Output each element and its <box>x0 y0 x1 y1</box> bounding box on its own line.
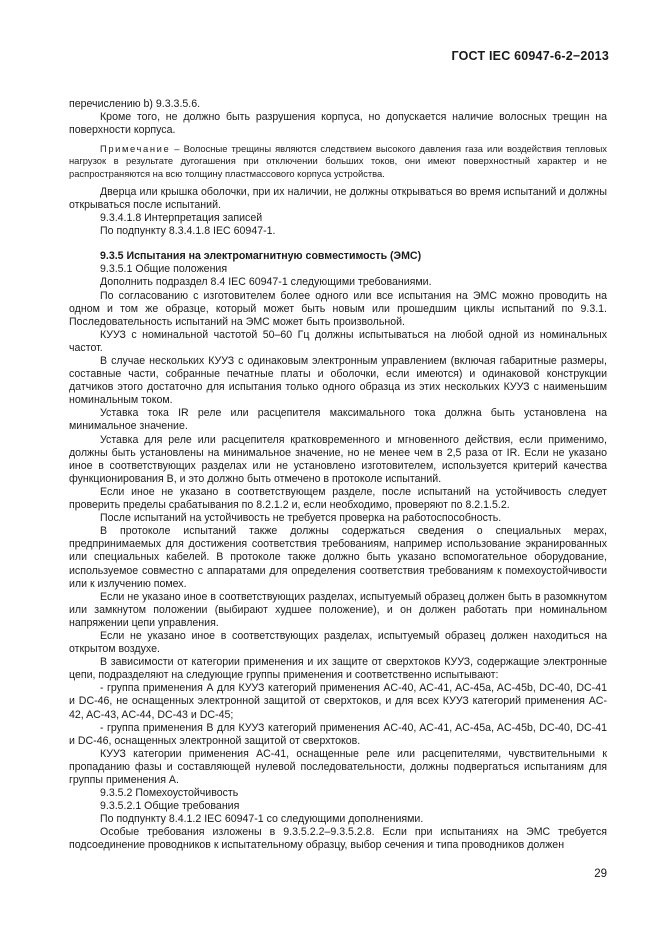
page-number: 29 <box>594 868 607 880</box>
paragraph: КУУЗ с номинальной частотой 50–60 Гц должны испытываться на любой одной из номинальных частот. <box>69 328 607 354</box>
paragraph: В протоколе испытаний также должны содержаться сведения о специальных мерах, предпринимаемых для достижения соответствия требованиям, например использование экранированных или специальных кабелей. В протоколе также должно быть указано вспомогательное оборудование, используемое совместно с аппаратами для определения соответствия требованиям к помехоустойчивости или к излучению помех. <box>69 525 607 590</box>
paragraph: - группа применения В для КУУЗ категорий применения AC-40, AC-41, AC-45a, AC-45b, DC-40, DC-41 и DC-46, оснащенных электронной защитой от сверхтоков. <box>69 721 607 747</box>
paragraph: В случае нескольких КУУЗ с одинаковым электронным управлением (включая габаритные размеры, составные части, собранные печатные платы и оболочки, если имеются) и одинаковой конструкции датчиков этого достаточно для испытания только одного образца из этих нескольких КУУЗ с наименьшим номинальным током. <box>69 355 607 407</box>
paragraph: Уставка для реле или расцепителя кратковременного и мгновенного действия, если применимо, должны быть установлены на минимальное значение, но не менее чем в 2,5 раза от IR. Если не указано иное в соответствующих разделах или не установлено изготовителем, используется критерий качества функционирования В, и это должно быть отмечено в протоколе испытаний. <box>69 433 607 485</box>
paragraph: Если не указано иное в соответствующих разделах, испытуемый образец должен быть в разомкнутом или замкнутом положении (выбирают худшее положение), и он должен работать при номинальном напряжении цепи управления. <box>69 590 607 629</box>
paragraph: 9.3.5.1 Общие положения <box>100 263 228 276</box>
paragraph: По подпункту 8.4.1.2 IEC 60947-1 со следующими дополнениями. <box>100 813 424 826</box>
paragraph: Дверца или крышка оболочки, при их наличии, не должны открываться во время испытаний и должны открываться после испытаний. <box>69 185 607 211</box>
paragraph: В зависимости от категории применения и их защите от сверхтоков КУУЗ, содержащие электронные цепи, подразделяют на следующие группы применения и соответственно испытывают: <box>69 656 607 682</box>
document-code-header: ГОСТ IEC 60947-6-2−2013 <box>451 49 609 63</box>
paragraph: Кроме того, не должно быть разрушения корпуса, но допускается наличие волосных трещин на поверхности корпуса. <box>69 111 607 137</box>
paragraph: 9.3.5.2 Помехоустойчивость <box>100 787 239 800</box>
paragraph: Дополнить подраздел 8.4 IEC 60947-1 следующими требованиями. <box>100 276 432 289</box>
paragraph: По подпункту 8.3.4.1.8 IEC 60947-1. <box>100 225 276 238</box>
paragraph: После испытаний на устойчивость не требуется проверка на работоспособность. <box>100 512 502 525</box>
paragraph: перечислению b) 9.3.3.5.6. <box>69 98 201 110</box>
note-label: Примечание <box>100 143 171 155</box>
paragraph: Если не указано иное в соответствующих разделах, испытуемый образец должен находиться на открытом воздухе. <box>69 629 607 656</box>
paragraph: Особые требования изложены в 9.3.5.2.2–9.3.5.2.8. Если при испытаниях на ЭМС требуется подсоединение проводников к испытательному образцу, выбор сечения и типа проводников должен <box>69 826 607 852</box>
note-text: – Волосные трещины являются следствием высокого давления газа или воздействия тепловых нагрузок в результате дугогашения при отключении больших токов, они имеют поверхностный характер и не распространяются на всю толщину пластмассового корпуса устройства. <box>69 143 607 179</box>
paragraph: - группа применения А для КУУЗ категорий применения AC-40, AC-41, AC-45a, AC-45b, DC-40, DC-41 и DC-46, не оснащенных электронной защитой от сверхтоков, и для всех КУУЗ категорий применения AC-42, AC-43, AC-44, DC-43 и DC-45; <box>69 682 607 721</box>
paragraph: Уставка тока IR реле или расцепителя максимального тока должна быть установлена на минимальное значение. <box>69 407 607 433</box>
paragraph: По согласованию с изготовителем более одного или все испытания на ЭМС можно проводить на одном и том же образце, который может быть новым или прошедшим циклы испытаний по 9.3.1. Последовательность испытаний на ЭМС может быть произвольной. <box>69 289 607 328</box>
section-heading: 9.3.5 Испытания на электромагнитную совместимость (ЭМС) <box>100 250 422 263</box>
paragraph: Если иное не указано в соответствующем разделе, после испытаний на устойчивость следует проверить пределы срабатывания по 8.2.1.2 и, если необходимо, проверяют по 8.2.1.5.2. <box>69 485 607 512</box>
paragraph: КУУЗ категории применения AC-41, оснащенные реле или расцепителями, чувствительными к пропаданию фазы и составляющей нулевой последовательности, должны подвергаться испытаниям для группы применения А. <box>69 747 607 787</box>
body-text <box>69 98 607 853</box>
paragraph: 9.3.4.1.8 Интерпретация записей <box>100 212 263 225</box>
note-paragraph <box>69 143 607 180</box>
paragraph: 9.3.5.2.1 Общие требования <box>100 800 240 813</box>
